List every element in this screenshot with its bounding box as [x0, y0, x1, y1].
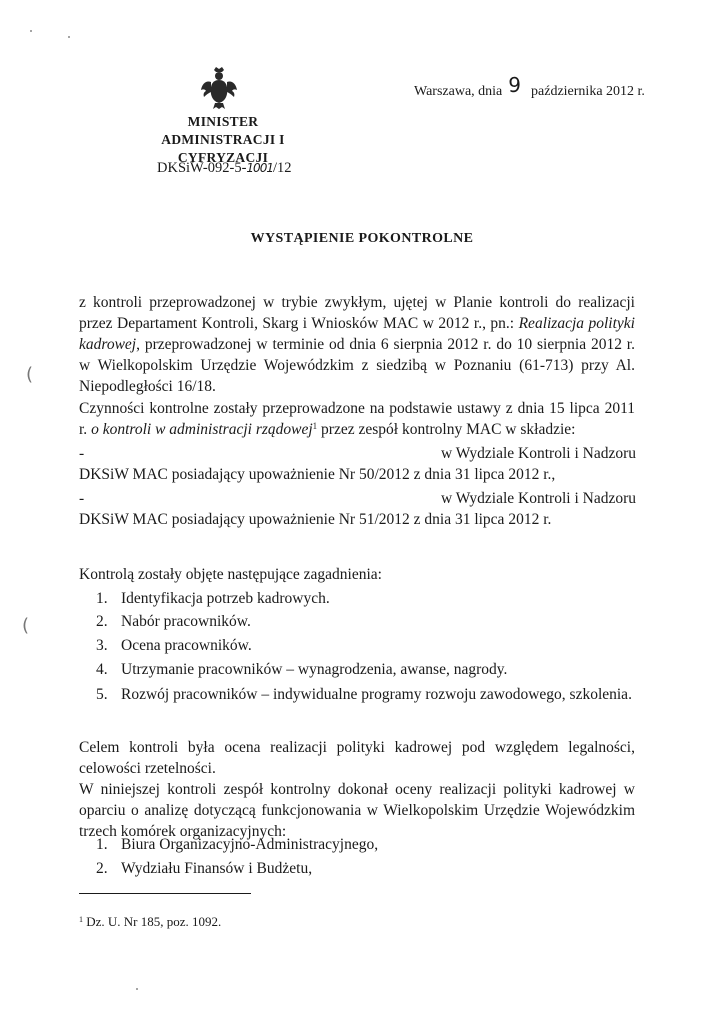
footnote-reference: 1 — [312, 421, 318, 431]
intro-paragraph — [79, 292, 635, 397]
legal-basis-paragraph — [79, 398, 635, 440]
scan-margin-mark: ( — [26, 364, 34, 385]
basis-text-2: przez zespół kontrolny MAC w składzie: — [317, 421, 576, 438]
issuing-authority — [115, 113, 331, 167]
scope-item-3-number: 3. — [96, 637, 108, 654]
scope-item-4-number: 4. — [96, 661, 108, 678]
unit-2: Wydziału Finansów i Budżetu, — [121, 860, 313, 877]
date-day-handwritten: 9 — [508, 73, 522, 97]
scan-speck — [136, 988, 138, 990]
goal-paragraph: Celem kontroli była ocena realizacji polityki kadrowej pod względem legalności, celowości rzetelności. — [79, 739, 635, 777]
ref-prefix: DKSiW-092-5- — [157, 160, 247, 176]
inspector-2-dash: - — [79, 490, 85, 507]
date-month-year: października 2012 r. — [531, 84, 645, 99]
scope-item-5: Rozwój pracowników – indywidualne programy rozwoju zawodowego, szkolenia. — [121, 686, 632, 703]
footnote-number: 1 — [79, 915, 83, 924]
scope-item-1: Identyfikacja potrzeb kadrowych. — [121, 590, 330, 607]
scope-item-4: Utrzymanie pracowników – wynagrodzenia, awanse, nagrody. — [121, 661, 508, 678]
ref-handwritten: 1001 — [246, 161, 273, 175]
footnote — [79, 914, 221, 930]
scan-speck — [30, 30, 32, 32]
footnote-separator — [79, 893, 251, 894]
basis-text-1: Czynności kontrolne zostały przeprowadzone na podstawie ustawy z dnia 15 lipca 2011 r. — [79, 400, 635, 438]
ministry-name: ADMINISTRACJI I CYFRYZACJI — [161, 132, 285, 165]
inspector-2-department: w Wydziale Kontroli i Nadzoru — [440, 490, 636, 507]
scope-item-5-number: 5. — [96, 686, 108, 703]
scan-margin-mark: ( — [22, 615, 30, 636]
unit-1: Biura Organizacyjno-Administracyjnego, — [121, 836, 379, 853]
page-title: WYSTĄPIENIE POKONTROLNE — [250, 231, 474, 246]
scan-speck — [68, 36, 70, 38]
unit-1-number: 1. — [96, 836, 108, 853]
date-city: Warszawa, dnia — [414, 84, 503, 99]
inspector-1-department: w Wydziale Kontroli i Nadzoru — [440, 445, 636, 462]
inspector-1-dash: - — [79, 445, 85, 462]
inspector-1-authorization: DKSiW MAC posiadający upoważnienie Nr 50/2012 z dnia 31 lipca 2012 r., — [79, 466, 556, 483]
unit-2-number: 2. — [96, 860, 108, 877]
scope-item-2: Nabór pracowników. — [121, 613, 251, 630]
reference-number — [157, 160, 292, 177]
intro-text-1: z kontroli przeprowadzonej w trybie zwykłym, ujętej w Planie kontroli do realizacji przez Departament Kontroli, Skarg i Wniosków MAC w 2012 r., pn.: — [79, 294, 635, 332]
minister-title: MINISTER — [187, 114, 259, 129]
intro-text-2: , przeprowadzonej w terminie od dnia 6 sierpnia 2012 r. do 10 sierpnia 2012 r. w Wielkopolskim Urzędzie Wojewódzkim z siedzibą w Poznaniu (61-713) przy Al. Niepodległości 16/18. — [79, 336, 635, 395]
document-date — [414, 73, 645, 100]
ref-suffix: /12 — [272, 160, 292, 176]
scope-item-1-number: 1. — [96, 590, 108, 607]
assessment-paragraph: W niniejszej kontroli zespół kontrolny dokonał oceny realizacji polityki kadrowej w oparciu o analizę dotyczącą funkcjonowania w Wielkopolskim Urzędzie Wojewódzkim trzech komórek organizacyjnych: — [79, 781, 635, 840]
scope-item-2-number: 2. — [96, 613, 108, 630]
polish-eagle-emblem-icon — [200, 66, 238, 110]
scope-item-3: Ocena pracowników. — [121, 637, 252, 654]
inspector-2-authorization: DKSiW MAC posiadający upoważnienie Nr 51/2012 z dnia 31 lipca 2012 r. — [79, 511, 552, 528]
act-title: o kontroli w administracji rządowej — [91, 421, 313, 438]
footnote-text: Dz. U. Nr 185, poz. 1092. — [86, 914, 222, 929]
scope-intro: Kontrolą zostały objęte następujące zagadnienia: — [79, 566, 382, 583]
control-topic: Realizacja polityki kadrowej — [79, 315, 635, 353]
